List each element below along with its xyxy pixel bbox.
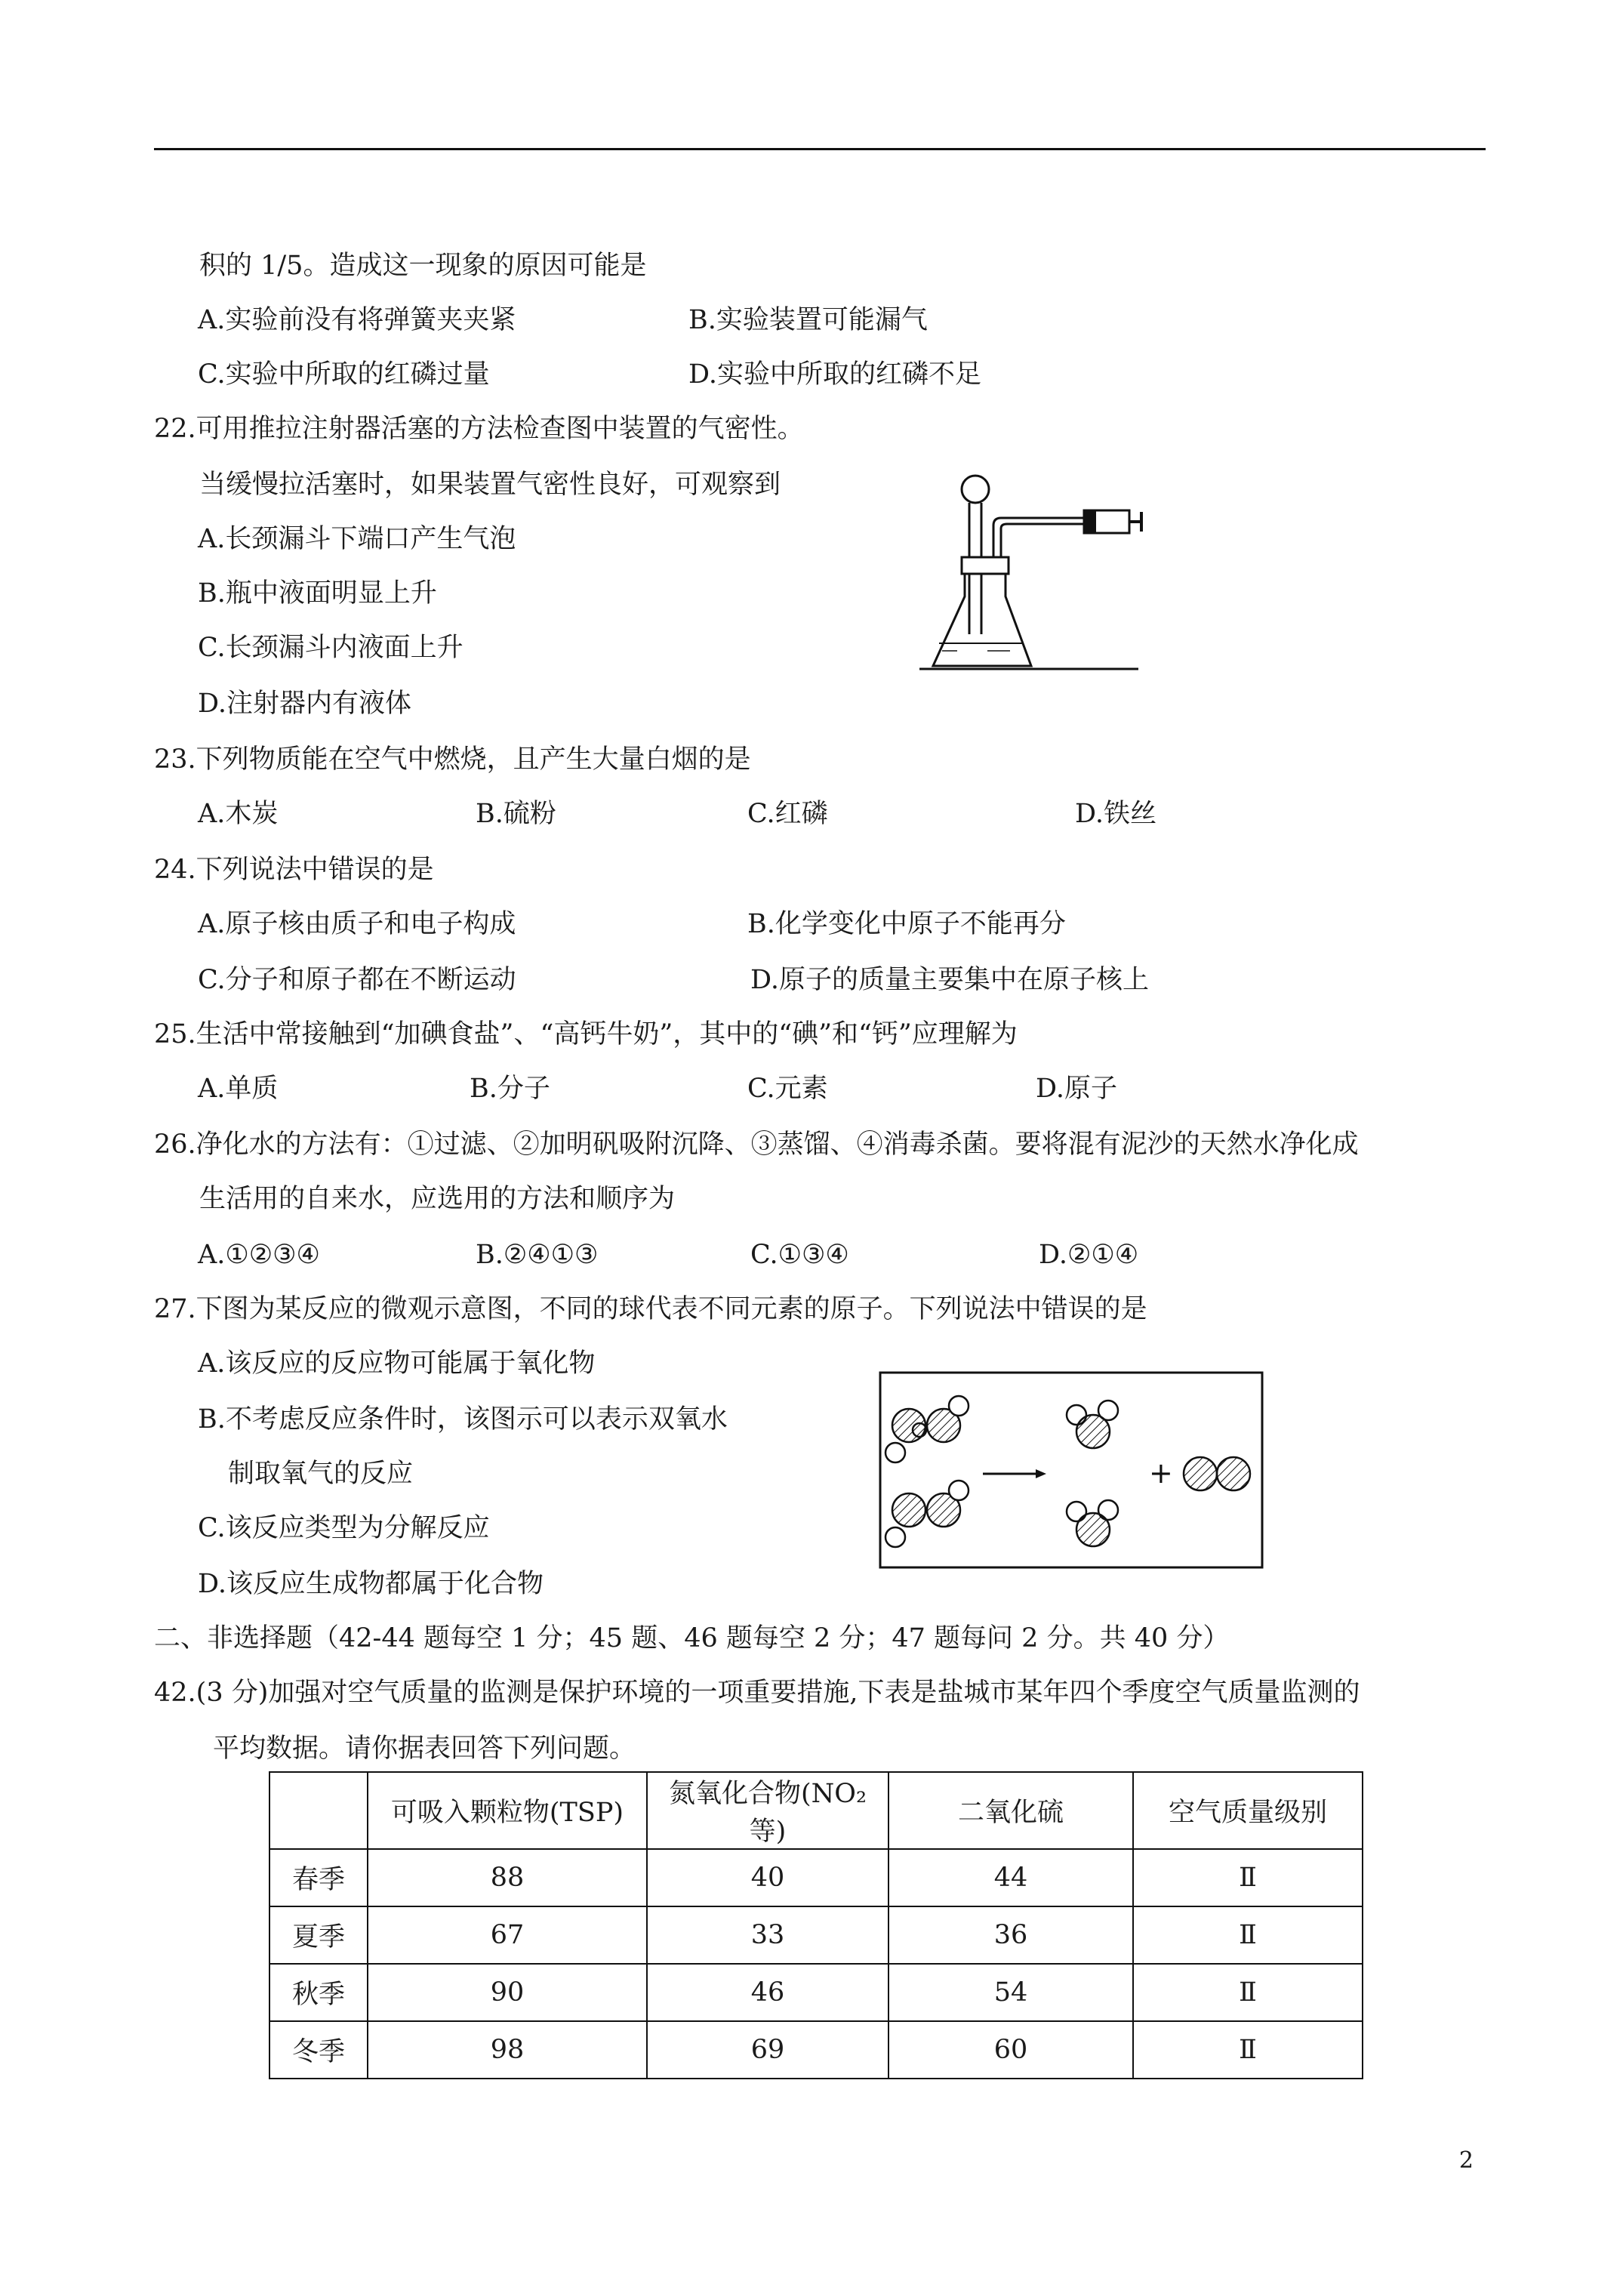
table-cell: 90 bbox=[368, 1964, 647, 2021]
q23-option-c: C.红磷 bbox=[747, 799, 828, 829]
table-header-cell: 氮氧化合物(NO₂等) bbox=[647, 1772, 888, 1849]
q26-option-a: A.①②③④ bbox=[198, 1240, 320, 1270]
q24-option-c: C.分子和原子都在不断运动 bbox=[198, 965, 516, 995]
table-header-cell: 可吸入颗粒物(TSP) bbox=[368, 1772, 647, 1849]
table-row bbox=[269, 2021, 1363, 2079]
table-cell: 夏季 bbox=[269, 1906, 368, 1964]
table-header-cell: 空气质量级别 bbox=[1133, 1772, 1363, 1849]
flask-syringe-diagram bbox=[919, 468, 1146, 680]
table-cell: 69 bbox=[647, 2021, 888, 2079]
q21-option-a: A.实验前没有将弹簧夹夹紧 bbox=[198, 305, 516, 335]
table-cell: 秋季 bbox=[269, 1964, 368, 2021]
q22-stem: 22.可用推拉注射器活塞的方法检查图中装置的气密性。 bbox=[154, 414, 804, 444]
q26-option-b: B.②④①③ bbox=[476, 1240, 599, 1270]
table-row bbox=[269, 1964, 1363, 2021]
q25-option-d: D.原子 bbox=[1036, 1074, 1117, 1104]
table-cell: 冬季 bbox=[269, 2021, 368, 2079]
q21-option-c: C.实验中所取的红磷过量 bbox=[198, 359, 490, 390]
table-cell: 98 bbox=[368, 2021, 647, 2079]
table-row bbox=[269, 1849, 1363, 1906]
table-cell: 46 bbox=[647, 1964, 888, 2021]
q25-option-a: A.单质 bbox=[198, 1074, 279, 1104]
q23-stem: 23.下列物质能在空气中燃烧，且产生大量白烟的是 bbox=[154, 744, 751, 775]
table-cell: 36 bbox=[888, 1906, 1133, 1964]
table-cell: Ⅱ bbox=[1133, 1849, 1363, 1906]
q25-stem: 25.生活中常接触到“加碘食盐”、“高钙牛奶”，其中的“碘”和“钙”应理解为 bbox=[154, 1019, 1018, 1049]
table-cell: 60 bbox=[888, 2021, 1133, 2079]
q22-stem2: 当缓慢拉活塞时，如果装置气密性良好，可观察到 bbox=[199, 470, 781, 500]
table-header-cell: 二氧化硫 bbox=[888, 1772, 1133, 1849]
q27-option-a: A.该反应的反应物可能属于氧化物 bbox=[198, 1348, 596, 1379]
q24-stem: 24.下列说法中错误的是 bbox=[154, 855, 434, 885]
q27-option-c: C.该反应类型为分解反应 bbox=[198, 1513, 490, 1543]
q26-option-c: C.①③④ bbox=[750, 1240, 849, 1270]
header-rule bbox=[154, 148, 1486, 150]
table-cell: 54 bbox=[888, 1964, 1133, 2021]
q27-option-b: B.不考虑反应条件时，该图示可以表示双氧水 bbox=[198, 1404, 728, 1435]
table-cell: 44 bbox=[888, 1849, 1133, 1906]
q24-option-a: A.原子核由质子和电子构成 bbox=[198, 909, 516, 939]
q24-option-b: B.化学变化中原子不能再分 bbox=[747, 909, 1066, 939]
table-cell: 88 bbox=[368, 1849, 647, 1906]
reaction-microdiagram bbox=[879, 1371, 1264, 1569]
q26-stem2: 生活用的自来水，应选用的方法和顺序为 bbox=[199, 1184, 676, 1214]
q21-option-d: D.实验中所取的红磷不足 bbox=[688, 359, 981, 390]
q21-tail: 积的 1/5。造成这一现象的原因可能是 bbox=[199, 251, 647, 281]
q27-option-d: D.该反应生成物都属于化合物 bbox=[198, 1569, 544, 1599]
q25-option-b: B.分子 bbox=[470, 1074, 550, 1104]
q42-stem: 42.(3 分)加强对空气质量的监测是保护环境的一项重要措施,下表是盐城市某年四个季度空气质量监测的 bbox=[154, 1678, 1360, 1708]
table-cell: Ⅱ bbox=[1133, 1906, 1363, 1964]
air-quality-table bbox=[269, 1771, 1363, 2079]
q22-option-d: D.注射器内有液体 bbox=[198, 689, 411, 719]
q26-stem: 26.净化水的方法有：①过滤、②加明矾吸附沉降、③蒸馏、④消毒杀菌。要将混有泥沙的天然水净化成 bbox=[154, 1130, 1359, 1160]
q42-stem2: 平均数据。请你据表回答下列问题。 bbox=[213, 1734, 636, 1764]
table-cell: 33 bbox=[647, 1906, 888, 1964]
table-header-row bbox=[269, 1772, 1363, 1849]
q23-option-d: D.铁丝 bbox=[1075, 799, 1156, 829]
page-number: 2 bbox=[1458, 2147, 1474, 2174]
table-header-cell bbox=[269, 1772, 368, 1849]
table-cell: 40 bbox=[647, 1849, 888, 1906]
table-cell: 春季 bbox=[269, 1849, 368, 1906]
q22-option-b: B.瓶中液面明显上升 bbox=[198, 578, 437, 609]
q21-option-b: B.实验装置可能漏气 bbox=[688, 305, 928, 335]
table-cell: 67 bbox=[368, 1906, 647, 1964]
reaction-plus: + bbox=[1149, 1456, 1173, 1490]
q22-option-c: C.长颈漏斗内液面上升 bbox=[198, 633, 463, 663]
q23-option-a: A.木炭 bbox=[198, 799, 279, 829]
q27-option-b-cont: 制取氧气的反应 bbox=[228, 1459, 414, 1489]
q23-option-b: B.硫粉 bbox=[476, 799, 556, 829]
table-cell: Ⅱ bbox=[1133, 2021, 1363, 2079]
section2-heading: 二、非选择题（42-44 题每空 1 分；45 题、46 题每空 2 分；47 题每问 2 分。共 40 分） bbox=[154, 1623, 1230, 1653]
table-cell: Ⅱ bbox=[1133, 1964, 1363, 2021]
q25-option-c: C.元素 bbox=[747, 1074, 828, 1104]
q24-option-d: D.原子的质量主要集中在原子核上 bbox=[750, 965, 1149, 995]
q27-stem: 27.下图为某反应的微观示意图，不同的球代表不同元素的原子。下列说法中错误的是 bbox=[154, 1294, 1147, 1324]
table-row bbox=[269, 1906, 1363, 1964]
q26-option-d: D.②①④ bbox=[1039, 1240, 1139, 1270]
q22-option-a: A.长颈漏斗下端口产生气泡 bbox=[198, 524, 516, 554]
